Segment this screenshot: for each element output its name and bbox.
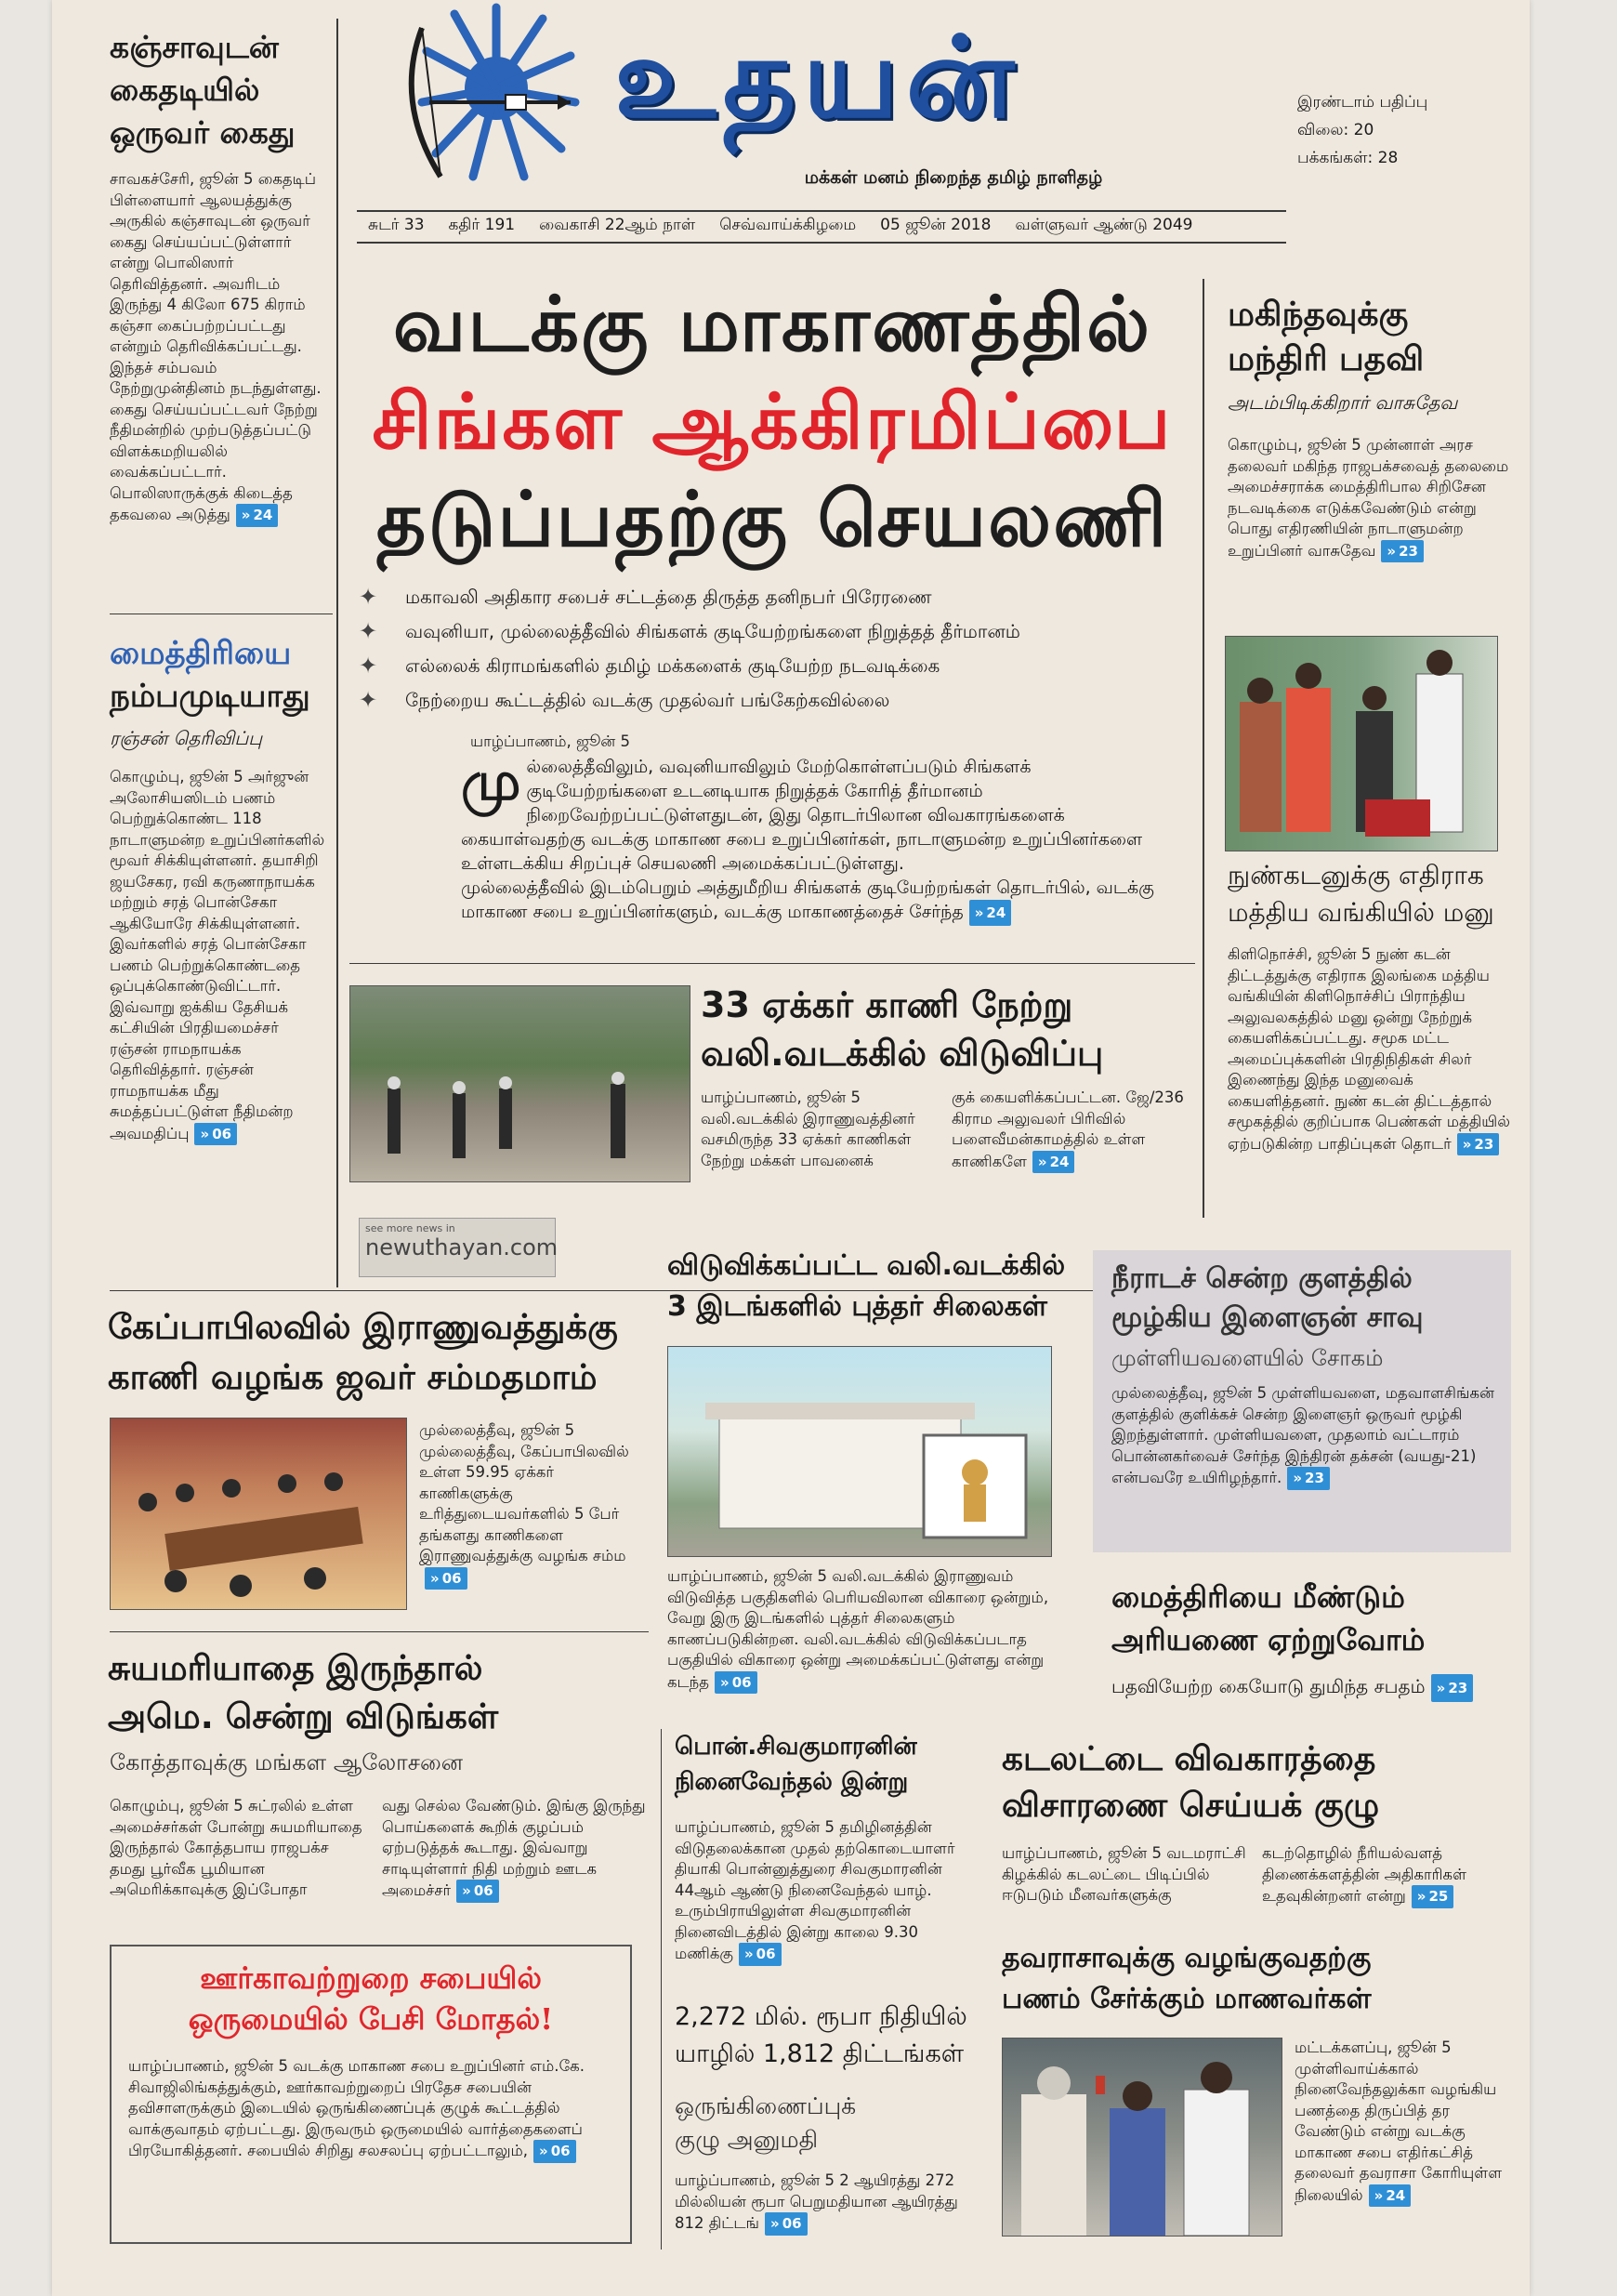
oorkaval-headline-1: ஊர்காவற்றுறை சபையில் bbox=[200, 1960, 542, 1996]
drown-body bbox=[1111, 1383, 1496, 1490]
lead-headline-3: தடுப்பதற்கு செயலணி bbox=[375, 476, 1169, 564]
kepa-headline-1: கேப்பாபிலவில் இராணுவத்துக்கு bbox=[108, 1307, 618, 1347]
oorkaval-headline-2: ஒருமையில் பேசி மோதல்! bbox=[188, 2001, 554, 2037]
kepa-body-text: முல்லைத்தீவு, ஜூன் 5 முல்லைத்தீவு, கேப்பாபிலவில் உள்ள 59.95 ஏக்கர் காணிகளுக்கு உரித்துடையவர்களில் 5 பேர் தங்களது காணிகளை இராணுவத்துக்கு வழங்க சம்ம bbox=[419, 1421, 629, 1564]
website-see-more: see more news in bbox=[365, 1222, 455, 1234]
left-column-divider bbox=[336, 19, 338, 1287]
lead-continued-ref[interactable]: » 24 bbox=[969, 900, 1012, 926]
swamar-headline-2: அமெ. சென்று விடுங்கள் bbox=[108, 1696, 499, 1736]
lead-bullet-text-3: எல்லைக் கிராமங்களில் தமிழ் மக்களைக் குடியேற்ற நடவடிக்கை bbox=[405, 654, 940, 677]
drown-body-text: முல்லைத்தீவு, ஜூன் 5 முள்ளியவளை, மதவாளசிங்கன் குளத்தில் குளிக்கச் சென்ற இளைஞர் ஒருவர் மூழ்கி இறந்துள்ளார். முள்ளியவளை, முதலாம் வட்டாரம் பொன்னகர்வைச் சேர்ந்த இந்திரன் தக்சன் (வயது-21) என்பவரே உயிரிழந்தார். bbox=[1111, 1384, 1494, 1486]
lead-dateline: யாழ்ப்பாணம், ஜூன் 5 bbox=[470, 732, 630, 750]
buddha-body bbox=[667, 1566, 1058, 1694]
millions-subhead-2: குழு அனுமதி bbox=[675, 2126, 819, 2153]
kadal-headline-1: கடலட்டை விவகாரத்தை bbox=[1002, 1740, 1376, 1778]
maithri-body bbox=[110, 767, 329, 1145]
lead-bullet-text-1: மகாவலி அதிகார சபைச் சட்டத்தை திருத்த தனிநபர் பிரேரணை bbox=[405, 586, 932, 608]
drown-subhead: முள்ளியவளையில் சோகம் bbox=[1111, 1345, 1384, 1371]
drown-box bbox=[1093, 1250, 1511, 1552]
millions-continued-ref[interactable]: » 06 bbox=[765, 2212, 808, 2236]
kepa-continued-ref[interactable]: » 06 bbox=[425, 1567, 467, 1590]
microcredit-headline-1: நுண்கடனுக்கு எதிராக bbox=[1228, 860, 1484, 891]
millions-subhead-1: ஒருங்கிணைப்புக் bbox=[675, 2092, 857, 2119]
swamar-continued-ref[interactable]: » 06 bbox=[456, 1880, 499, 1903]
maithri-headline-1: மைத்திரியை bbox=[110, 635, 292, 672]
sivakumar-body bbox=[675, 1817, 972, 1966]
kadal-continued-ref[interactable]: » 25 bbox=[1412, 1885, 1454, 1908]
buddha-body-text: யாழ்ப்பாணம், ஜூன் 5 வலி.வடக்கில் இராணுவம் விடுவித்த பகுதிகளில் பெரியவிலான விகாரை ஒன்றும், வேறு இரு இடங்களில் புத்தர் சிலைகளும் காணப்படுகின்றன. வலி.வடக்கில் விடுவிக்கப்படாத பகுதியில் விகாரை ஒன்று அமைக்கப்பட்டுள்ளது என்று கடந்த bbox=[667, 1567, 1049, 1691]
kepa-body bbox=[419, 1420, 651, 1590]
millions-body bbox=[675, 2171, 972, 2236]
mahinda-headline-2: மந்திரி பதவி bbox=[1228, 340, 1425, 378]
acres-col-1: யாழ்ப்பாணம், ஜூன் 5 வலி.வடக்கில் இராணுவத்தினர் வசமிருந்த 33 ஏக்கர் காணிகள் நேற்று மக்கள் பாவனைக் bbox=[701, 1089, 915, 1169]
sivakumar-headline-1: பொன்.சிவகுமாரனின் bbox=[675, 1733, 917, 1761]
maithri2-headline-2: அரியணை ஏற்றுவோம் bbox=[1111, 1622, 1426, 1657]
masthead-tagline: மக்கள் மனம் நிறைந்த தமிழ் நாளிதழ் bbox=[804, 167, 1103, 188]
students-continued-ref[interactable]: » 24 bbox=[1369, 2184, 1412, 2208]
cannabis-headline-3: ஒருவர் கைது bbox=[110, 114, 296, 151]
lead-bullets bbox=[359, 584, 1195, 721]
website-box[interactable] bbox=[359, 1218, 559, 1277]
lead-headline-2: சிங்கள ஆக்கிரமிப்பை bbox=[372, 378, 1173, 467]
microcredit-headline-2: மத்திய வங்கியில் மனு bbox=[1228, 897, 1494, 928]
acres-headline-1: 33 ஏக்கர் காணி நேற்று bbox=[701, 984, 1073, 1025]
website-url[interactable]: newuthayan.com bbox=[365, 1234, 559, 1260]
drown-continued-ref[interactable]: » 23 bbox=[1287, 1467, 1330, 1490]
petition-handover-figures bbox=[1226, 637, 1497, 851]
acres-headline-2: வலி.வடக்கில் விடுவிப்பு bbox=[701, 1033, 1104, 1074]
meeting-table bbox=[111, 1419, 406, 1609]
swamar-col-2-text: வது செல்ல வேண்டும். இங்கு இருந்து பொய்களைக் கூறிக் குழப்பம் ஏற்படுத்தக் கூடாது. இவ்வாறு சாடியுள்ளார் நிதி மற்றும் ஊடக அமைச்சர் bbox=[382, 1797, 646, 1899]
maithri-body-text: கொழும்பு, ஜூன் 5 அர்ஜுன் அலோசியஸிடம் பணம் பெற்றுக்கொண்ட 118 நாடாளுமன்ற உறுப்பினர்களில் மூவர் சிக்கியுள்ளனர். தயாசிறி ஜயசேகர, ரவி கருணாநாயக்க மற்றும் சரத் பொன்சேகா ஆகியோரே சிக்கியுள்ளனர். இவர்களில் சரத் பொன்சேகா பணம் பெற்றுக்கொண்டதை ஒப்புக்கொண்டுவிட்டார். இவ்வாறு ஐக்கிய தேசியக் கட்சியின் பிரதியமைச்சர் ரஞ்சன் ராமநாயக்க தெரிவித்தார். ரஞ்சன் ராமநாயக்க மீது சுமத்தப்பட்டுள்ள நீதிமன்ற அவமதிப்பு bbox=[110, 768, 325, 1142]
issue-sudar: சுடர் 33 bbox=[368, 216, 425, 234]
masthead-rule-top bbox=[357, 210, 1286, 212]
cannabis-continued-ref[interactable]: » 24 bbox=[236, 504, 279, 527]
buddha-continued-ref[interactable]: » 06 bbox=[715, 1671, 757, 1695]
students-collecting-figures bbox=[1003, 2039, 1282, 2236]
sparkle-icon: ✦ bbox=[359, 687, 378, 713]
buddha-headline-1: விடுவிக்கப்பட்ட வலி.வடக்கில் bbox=[667, 1249, 1066, 1282]
oorkaval-box bbox=[110, 1945, 632, 2244]
lead-bullet-1 bbox=[359, 584, 1195, 618]
shrine-structure bbox=[668, 1347, 1051, 1556]
lead-dropcap: மு bbox=[461, 749, 521, 812]
sivakumar-headline-2: நினைவேந்தல் இன்று bbox=[675, 1768, 909, 1796]
mahinda-continued-ref[interactable]: » 23 bbox=[1381, 540, 1424, 563]
microcredit-body-text: கிளிநொச்சி, ஜூன் 5 நுண் கடன் திட்டத்துக்கு எதிராக இலங்கை மத்திய வங்கியின் கிளிநொச்சிப் பிராந்திய அலுவலகத்தில் மனு ஒன்று நேற்றுக் கையளிக்கப்பட்டது. சமூக மட்ட அமைப்புக்களின் பிரதிநிதிகள் சிலர் இணைந்து இந்த மனுவைக் கையளித்தனர். நுண் கடன் திட்டத்தால் சமூகத்தில் குறிப்பாக பெண்கள் மத்தியில் ஏற்படுகின்ற பாதிப்புகள் தொடர் bbox=[1228, 945, 1510, 1153]
students-headline-1: தவராசாவுக்கு வழங்குவதற்கு bbox=[1002, 1942, 1372, 1974]
lead-body bbox=[461, 749, 1177, 926]
lead-body-para-1: ல்லைத்தீவிலும், வவுனியாவிலும் மேற்கொள்ளப்படும் சிங்களக் குடியேற்றங்களை உடனடியாக நிறுத்தக் கோரித் தீர்மானம் நிறைவேற்றப்பட்டுள்ளதுடன், இது தொடர்பிலான விவகாரங்களைக் கையாள்வதற்கு வடக்கு மாகாண சபை உறுப்பினர்கள், நாடாளுமன்ற உறுப்பினர்களை உள்ளடக்கிய சிறப்புச் செயலணி அமைக்கப்பட்டுள்ளது. bbox=[461, 757, 1143, 874]
sivakumar-body-text: யாழ்ப்பாணம், ஜூன் 5 தமிழினத்தின் விடுதலைக்கான முதல் தற்கொடையாளர் தியாகி பொன்னுத்துரை சிவகுமாரனின் 44ஆம் ஆண்டு நினைவேந்தல் யாழ். உரும்பிராயிலுள்ள சிவகுமாரனின் நினைவிடத்தில் இன்று காலை 9.30 மணிக்கு bbox=[675, 1818, 955, 1962]
lead-rule bbox=[349, 963, 1195, 964]
sparkle-icon: ✦ bbox=[359, 618, 378, 644]
kepa-meeting-photo bbox=[110, 1418, 407, 1610]
students-headline-2: பணம் சேர்க்கும் மாணவர்கள் bbox=[1002, 1983, 1372, 2015]
acres-continued-ref[interactable]: » 24 bbox=[1032, 1151, 1075, 1174]
kadal-col-2-text: கடற்தொழில் நீரியல்வளத் திணைக்களத்தின் அதிகாரிகள் உதவுகின்றனர் என்று bbox=[1262, 1844, 1466, 1905]
cannabis-body bbox=[110, 169, 329, 527]
sparkle-icon: ✦ bbox=[359, 653, 378, 679]
drown-headline-1: நீராடச் சென்ற குளத்தில் bbox=[1111, 1262, 1413, 1295]
maithri2-continued-ref[interactable]: » 23 bbox=[1431, 1674, 1474, 1702]
issue-kathir: கதிர் 191 bbox=[448, 216, 516, 234]
right-column-divider bbox=[1203, 279, 1204, 1218]
lead-headline-1: வடக்கு மாகாணத்தில் bbox=[392, 281, 1152, 369]
maithri2-body bbox=[1111, 1673, 1502, 1702]
maithri-subhead: ரஞ்சன் தெரிவிப்பு bbox=[110, 727, 263, 749]
lead-bullet-text-4: நேற்றைய கூட்டத்தில் வடக்கு முதல்வர் பங்கேற்கவில்லை bbox=[405, 689, 890, 711]
left-article-maithri bbox=[110, 632, 329, 1145]
issue-tamil-date: வைகாசி 22ஆம் நாள் bbox=[539, 216, 696, 234]
swamar-col-2 bbox=[382, 1796, 651, 1903]
issue-valluvar-year: வள்ளுவர் ஆண்டு 2049 bbox=[1015, 216, 1193, 234]
lead-body-para-2 bbox=[461, 876, 1177, 926]
sparkle-icon: ✦ bbox=[359, 584, 378, 610]
masthead-title: உதயன் bbox=[614, 14, 1022, 143]
newspaper-page bbox=[52, 0, 1530, 2296]
kadal-col-1: யாழ்ப்பாணம், ஜூன் 5 வடமராட்சி கிழக்கில் கடலட்டை பிடிப்பில் ஈடுபடும் மீனவர்களுக்கு bbox=[1002, 1844, 1246, 1904]
price-label: விலை: 20 bbox=[1297, 121, 1374, 139]
students-photo bbox=[1002, 2038, 1282, 2237]
right-article-mahinda bbox=[1228, 293, 1511, 562]
acres-col-2-text: குக் கையளிக்கப்பட்டன. ஜே/236 கிராம அலுவலர் பிரிவில் பளைவீமன்காமத்தில் உள்ள காணிகளே bbox=[952, 1089, 1184, 1170]
sivakumar-continued-ref[interactable]: » 06 bbox=[739, 1943, 782, 1966]
sun-archer-logo bbox=[385, 0, 580, 186]
kadal-headline-2: விசாரணை செய்யக் குழு bbox=[1002, 1787, 1380, 1825]
buddha-headline-2: 3 இடங்களில் புத்தர் சிலைகள் bbox=[667, 1290, 1047, 1323]
maithri2-headline-1: மைத்திரியை மீண்டும் bbox=[1111, 1579, 1405, 1615]
mahinda-subhead: அடம்பிடிக்கிறார் வாசுதேவ bbox=[1228, 391, 1458, 414]
millions-headline-2: யாழில் 1,812 திட்டங்கள் bbox=[675, 2039, 965, 2068]
microcredit-body bbox=[1228, 944, 1511, 1155]
swamar-subhead: கோத்தாவுக்கு மங்கள ஆலோசனை bbox=[110, 1749, 463, 1775]
students-body-text: மட்டக்களப்பு, ஜூன் 5 முள்ளிவாய்க்கால் நினைவேந்தலுக்கா வழங்கிய பணத்தை திருப்பித் தர வேண்டும் என்று வடக்கு மாகாண சபை எதிர்கட்சித் தலைவர் தவராசா கோரியுள்ள நிலையில் bbox=[1295, 2039, 1503, 2204]
mahinda-headline-1: மகிந்தவுக்கு bbox=[1228, 296, 1409, 334]
millions-headline-1: 2,272 மில். ரூபா நிதியில் bbox=[675, 2002, 967, 2031]
lead-body-para-2-text: முல்லைத்தீவில் இடம்பெறும் அத்துமீறிய சிங்களக் குடியேற்றங்கள் தொடர்பில், வடக்கு மாகாண சபை உறுப்பினர்களும், வடக்கு மாகாணத்தைச் சேர்ந்த bbox=[461, 877, 1154, 922]
acres-col-2 bbox=[952, 1088, 1193, 1173]
mahinda-body-text: கொழும்பு, ஜூன் 5 முன்னாள் அரச தலைவர் மகிந்த ராஜபக்சவைத் தலைமை அமைச்சராக்க மைத்திரிபால சிறிசேன நடவடிக்கை எடுக்கவேண்டும் என்று பொது எதிரணியின் நாடாளுமன்ற உறுப்பினர் வாசுதேவ bbox=[1228, 436, 1509, 560]
mahinda-body bbox=[1228, 435, 1511, 562]
issue-date: 05 ஜூன் 2018 bbox=[880, 216, 992, 234]
oorkaval-continued-ref[interactable]: » 06 bbox=[533, 2140, 576, 2163]
students-body bbox=[1295, 2038, 1504, 2207]
oorkaval-body bbox=[128, 2056, 613, 2163]
right-article-microcredit bbox=[1228, 857, 1511, 1155]
pages-label: பக்கங்கள்: 28 bbox=[1297, 149, 1399, 167]
edition-label: இரண்டாம் பதிப்பு bbox=[1297, 93, 1428, 112]
edition-box bbox=[1297, 88, 1427, 172]
lead-bullet-3 bbox=[359, 653, 1195, 687]
swamar-headline-1: சுயமரியாதை இருந்தால் bbox=[108, 1648, 483, 1688]
buddha-shrine-photo bbox=[667, 1346, 1052, 1557]
microcredit-photo bbox=[1225, 636, 1498, 851]
drown-headline-2: மூழ்கிய இளைஞன் சாவு bbox=[1111, 1301, 1424, 1334]
maithri2-body-text: பதவியேற்ற கையோடு துமிந்த சபதம் bbox=[1111, 1675, 1426, 1697]
lead-bullet-4 bbox=[359, 687, 1195, 721]
cannabis-headline-1: கஞ்சாவுடன் bbox=[110, 29, 279, 65]
lower-column-divider bbox=[661, 1729, 662, 2250]
issue-weekday: செவ்வாய்க்கிழமை bbox=[719, 216, 857, 234]
cannabis-body-text: சாவகச்சேரி, ஜூன் 5 கைதடிப் பிள்ளையார் ஆலயத்துக்கு அருகில் கஞ்சாவுடன் ஒருவர் கைது செய்யப்பட்டுள்ளார் என்று பொலிஸார் தெரிவித்தனர். அவரிடம் இருந்து 4 கிலோ 675 கிராம் கஞ்சா கைப்பற்றப்பட்டது என்றும் தெரிவிக்கப்பட்டது. இந்தச் சம்பவம் நேற்றுமுன்தினம் நடந்துள்ளது. கைது செய்யப்பட்டவர் நேற்று நீதிமன்றில் முற்படுத்தப்பட்டு விளக்கமறியலில் வைக்கப்பட்டார். பொலிஸாருக்குக் கிடைத்த தகவலை அடுத்து bbox=[110, 170, 322, 523]
issue-meta bbox=[368, 216, 1279, 236]
kepa-headline-2: காணி வழங்க ஜவர் சம்மதமாம் bbox=[108, 1357, 598, 1397]
lead-bullet-text-2: வவுனியா, முல்லைத்தீவில் சிங்களக் குடியேற்றங்களை நிறுத்தத் தீர்மானம் bbox=[405, 620, 1020, 642]
masthead-rule-bottom bbox=[357, 242, 1286, 244]
swamar-col-1: கொழும்பு, ஜூன் 5 சுட்ரலில் உள்ள அமைச்சர்கள் போன்று சுயமரியாதை இருந்தால் கோத்தபாய ராஜபக்ச தமது பூர்வீக பூமியான அமெரிக்காவுக்கு இப்போதா bbox=[110, 1797, 362, 1898]
maithri-continued-ref[interactable]: » 06 bbox=[194, 1123, 237, 1146]
left-article-cannabis bbox=[110, 26, 329, 527]
cannabis-headline-2: கைதடியில் bbox=[110, 72, 260, 108]
lead-bullet-2 bbox=[359, 618, 1195, 653]
millions-body-text: யாழ்ப்பாணம், ஜூன் 5 2 ஆயிரத்து 272 மில்லியன் ரூபா பெறுமதியான ஆயிரத்து 812 திட்டங் bbox=[675, 2171, 958, 2232]
lower-rule bbox=[110, 1631, 649, 1632]
oorkaval-body-text: யாழ்ப்பாணம், ஜூன் 5 வடக்கு மாகாண சபை உறுப்பினர் எம்.கே. சிவாஜிலிங்கத்துக்கும், ஊர்காவற்றுறைப் பிரதேச சபையின் தவிசாளருக்கும் இடையில் ஒருங்கிணைப்புக் குழுக் கூட்டத்தில் வாக்குவாதம் ஏற்பட்டது. இருவரும் ஒருமையில் வார்த்தைகளைப் பிரயோகித்தனர். சபையில் சிறிது சலசலப்பு ஏற்பட்டாலும், bbox=[128, 2057, 585, 2159]
people-figures bbox=[350, 986, 690, 1181]
maithri-headline-2: நம்பமுடியாது bbox=[110, 678, 310, 715]
microcredit-continued-ref[interactable]: » 23 bbox=[1457, 1133, 1500, 1156]
kadal-col-2 bbox=[1262, 1843, 1504, 1908]
acres-photo bbox=[349, 985, 690, 1182]
